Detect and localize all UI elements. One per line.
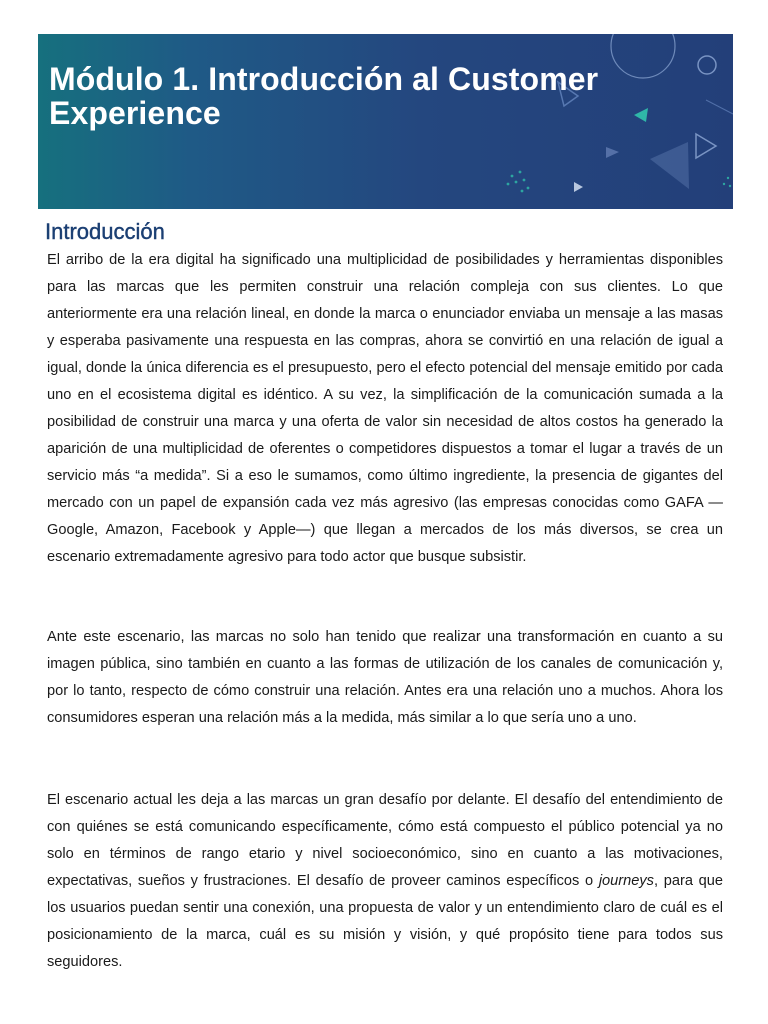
paragraph-3-text-end: , para que los usuarios puedan sentir una conexión, una propuesta de valor y un entendimiento claro de cuál es el posicionamiento de la marca, cuál es su misión y visión, y qué propósito tiene para todos sus seguidores. — [47, 873, 723, 970]
small-light-triangle-icon — [574, 182, 583, 192]
section-heading: Introducción — [45, 219, 165, 244]
module-title: Módulo 1. Introducción al Customer Experience — [49, 61, 599, 131]
paragraph-3 — [47, 787, 723, 976]
paragraph-2: Ante este escenario, las marcas no solo han tenido que realizar una transformación en cuanto a su imagen pública, sino también en cuanto a las formas de utilización de los canales de comunicación y, por lo tanto, respecto de cómo construir una relación. Antes era una relación uno a muchos. Ahora los consumidores esperan una relación más a la medida, más similar a lo que sería uno a uno. — [47, 629, 723, 726]
paragraph-3-italic-term: journeys — [598, 873, 654, 889]
dot-cluster-icon — [507, 171, 732, 193]
paragraph-1: El arribo de la era digital ha significado una multiplicidad de posibilidades y herramientas disponibles para las marcas que les permiten construir una relación compleja con sus clientes. Lo que anteriormente era una relación lineal, en donde la marca o enunciador enviaba un mensaje a las masas y esperaba pasivamente una respuesta en las compras, ahora se convirtió en una relación de igual a igual, donde la única diferencia es el presupuesto, pero el efecto potencial del mensaje emitido por cada uno en el ecosistema digital es idéntico. A su vez, la simplificación de la comunicación sumada a la posibilidad de construir una marca y una oferta de valor sin necesidad de altos costos ha generado la aparición de una multiplicidad de oferentes o competidores dispuestos a tomar el lugar a través de un servicio más “a medida”. Si a eso le sumamos, como último ingrediente, la presencia de gigantes del mercado con un papel de expansión cada vez más agresivo (las empresas conocidas como GAFA —Google, Amazon, Facebook y Apple—) que llegan a mercados de los más diversos, se crea un escenario extremadamente agresivo para todo actor que busque subsistir. — [47, 252, 723, 565]
faded-triangle-icon — [650, 142, 689, 189]
paragraph-3-text-start: El escenario actual les deja a las marcas un gran desafío por delante. El desafío del entendimiento de con quiénes se está comunicando específicamente, cómo está compuesto el público potencial ya no solo en términos de rango etario y nivel socioeconómico, sino en cuanto a las motivaciones, expectativas, sueños y frustraciones. El desafío de proveer caminos específicos o — [47, 792, 723, 889]
play-outline-icon — [696, 134, 716, 158]
module-header-banner — [38, 34, 733, 209]
small-triangle-icon — [606, 147, 619, 158]
